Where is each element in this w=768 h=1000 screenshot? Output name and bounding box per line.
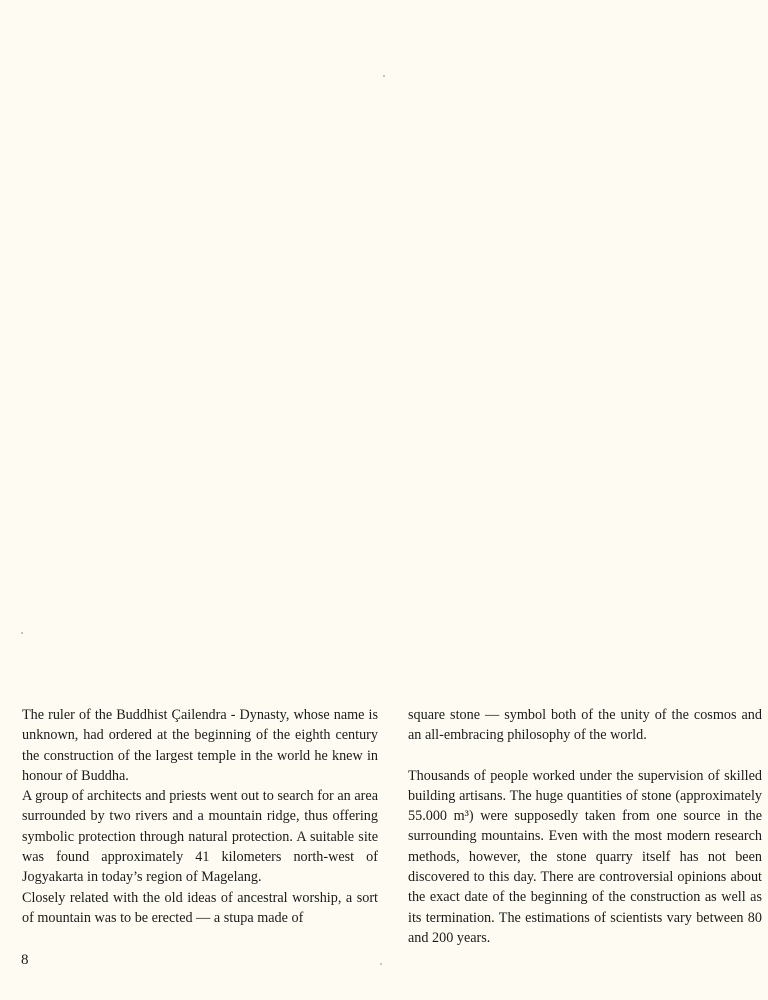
text-column-right (408, 705, 762, 948)
paper-speck (383, 75, 385, 77)
paper-speck (21, 632, 23, 634)
paragraph-ruler: The ruler of the Buddhist Çailendra - Dynasty, whose name is unknown, had ordered at the beginning of the eighth century the construction of the largest temple in the world he knew in honour of Buddha. (22, 707, 378, 784)
paragraph-square-stone: square stone — symbol both of the unity of the cosmos and an all-embracing philosophy of the world. (408, 707, 762, 744)
paragraph-workers: Thousands of people worked under the supervision of skilled building artisans. The huge quantities of stone (approximately 55.000 m³) were supposedly taken from one source in the surrounding mountains. Even with the most modern research methods, however, the stone quarry itself has not been discovered to this day. There are controversial opinions about the exact date of the beginning of the construction as well as its termination. The estimations of scientists vary between 80 and 200 years. (408, 767, 762, 946)
paper-speck (380, 963, 382, 965)
paragraph-stupa: Closely related with the old ideas of ancestral worship, a sort of mountain was to be erected — a stupa made of (22, 889, 378, 926)
text-column-left (22, 705, 378, 928)
paragraph-site: A group of architects and priests went out to search for an area surrounded by two rivers and a mountain ridge, thus offering symbolic protection through natural protection. A suitable site was found approximately 41 kilometers north-west of Jogyakarta in today’s region of Magelang. (22, 788, 378, 886)
page-number: 8 (21, 952, 29, 968)
